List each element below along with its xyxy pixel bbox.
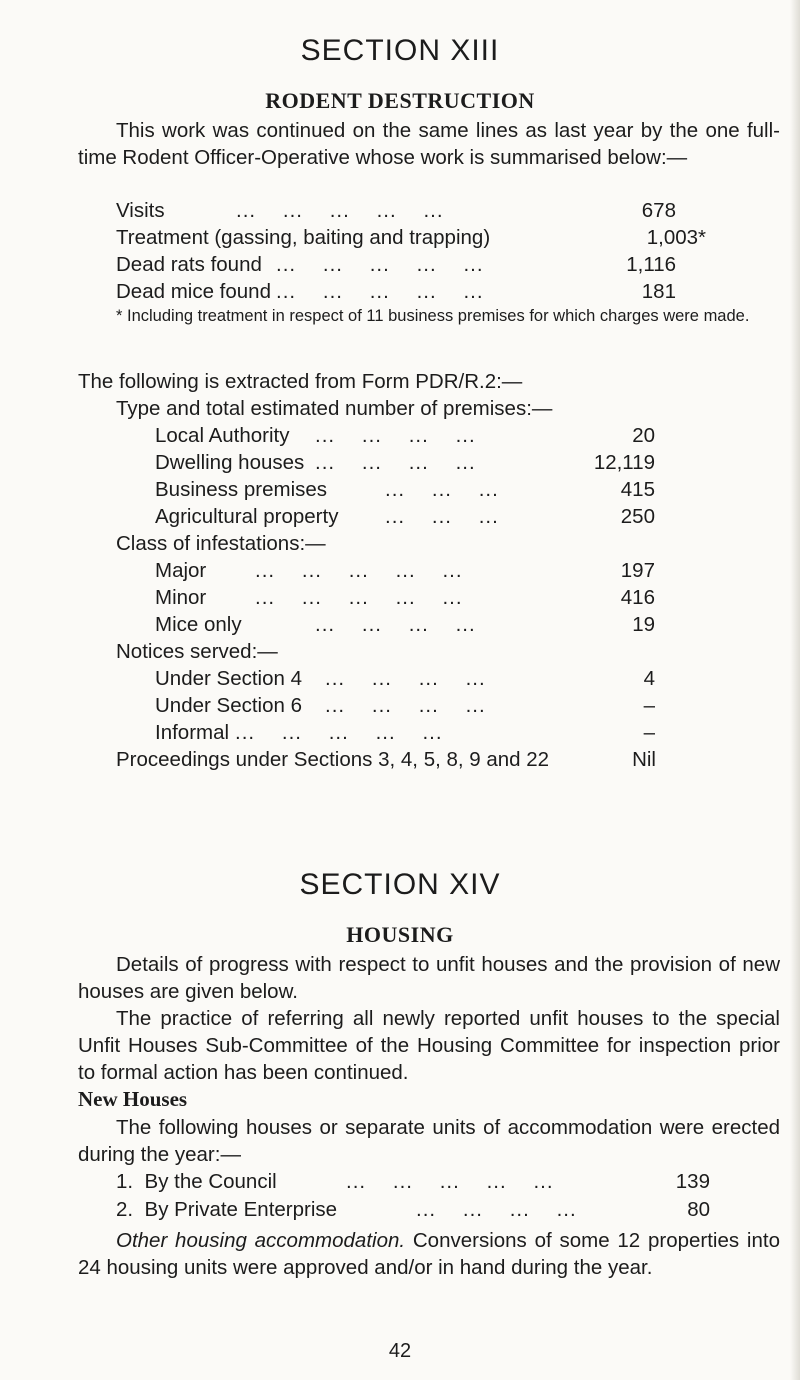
infestations-heading: Class of infestations:— bbox=[116, 532, 326, 555]
footnote: * Including treatment in respect of 11 business premises for which charges were made. bbox=[116, 307, 750, 325]
rodent-intro-paragraph bbox=[78, 117, 780, 171]
housing-paragraph-1: Details of progress with respect to unfit houses and the provision of new houses are given below. bbox=[78, 953, 780, 1003]
notices-heading: Notices served:— bbox=[116, 640, 278, 663]
new-houses-row-council: 1. By the Council ... ... ... ... ... 139 bbox=[116, 1170, 710, 1193]
new-houses-heading: New Houses bbox=[78, 1087, 188, 1111]
infestation-row-major: Major ... ... ... ... ... 197 bbox=[155, 559, 655, 582]
notice-row-section-6: Under Section 6 ... ... ... ... – bbox=[155, 694, 655, 717]
new-houses-row-private: 2. By Private Enterprise ... ... ... ... 80 bbox=[116, 1198, 710, 1221]
page-edge-shadow bbox=[790, 0, 800, 1380]
new-houses-intro: The following houses or separate units of accommodation were erected during the year:— bbox=[78, 1116, 780, 1166]
rodent-intro-text: This work was continued on the same lines as last year by the one full-time Rodent Officer-Operative whose work is summarised below:— bbox=[78, 119, 780, 169]
extract-intro: The following is extracted from Form PDR/R.2:— bbox=[78, 370, 523, 393]
premises-row-dwelling-houses: Dwelling houses ... ... ... ... 12,119 bbox=[155, 451, 655, 474]
premises-heading: Type and total estimated number of premises:— bbox=[116, 397, 553, 420]
summary-row-treatment: Treatment (gassing, baiting and trapping) 1,003* bbox=[116, 226, 706, 249]
other-housing-paragraph: Other housing accommodation. Conversions of some 12 properties into 24 housing units were approved and/or in hand during the year. bbox=[78, 1229, 780, 1279]
proceedings-row: Proceedings under Sections 3, 4, 5, 8, 9 and 22 Nil bbox=[116, 748, 656, 771]
summary-row-dead-mice: Dead mice found ... ... ... ... ... 181 bbox=[116, 280, 676, 303]
infestation-row-minor: Minor ... ... ... ... ... 416 bbox=[155, 586, 655, 609]
page-number: 42 bbox=[388, 1340, 412, 1362]
summary-row-dead-rats: Dead rats found ... ... ... ... ... 1,116 bbox=[116, 253, 676, 276]
premises-row-agricultural: Agricultural property ... ... ... 250 bbox=[155, 505, 655, 528]
other-housing-heading: Other housing accommodation. bbox=[116, 1229, 406, 1252]
section-13-title: SECTION XIII bbox=[300, 34, 500, 67]
housing-paragraph-2: The practice of referring all newly reported unfit houses to the special Unfit Houses Sub-Committee of the Housing Committee for inspection prior to formal action has been continued. bbox=[78, 1007, 780, 1084]
section-14-title: SECTION XIV bbox=[299, 868, 501, 901]
notice-row-section-4: Under Section 4 ... ... ... ... 4 bbox=[155, 667, 655, 690]
section-13-subtitle: RODENT DESTRUCTION bbox=[265, 88, 535, 113]
premises-row-local-authority: Local Authority ... ... ... ... 20 bbox=[155, 424, 655, 447]
premises-row-business: Business premises ... ... ... 415 bbox=[155, 478, 655, 501]
infestation-row-mice-only: Mice only ... ... ... ... 19 bbox=[155, 613, 655, 636]
notice-row-informal: Informal ... ... ... ... ... – bbox=[155, 721, 655, 744]
summary-row-visits: Visits ... ... ... ... ... 678 bbox=[116, 199, 676, 222]
section-14-subtitle: HOUSING bbox=[346, 922, 454, 947]
